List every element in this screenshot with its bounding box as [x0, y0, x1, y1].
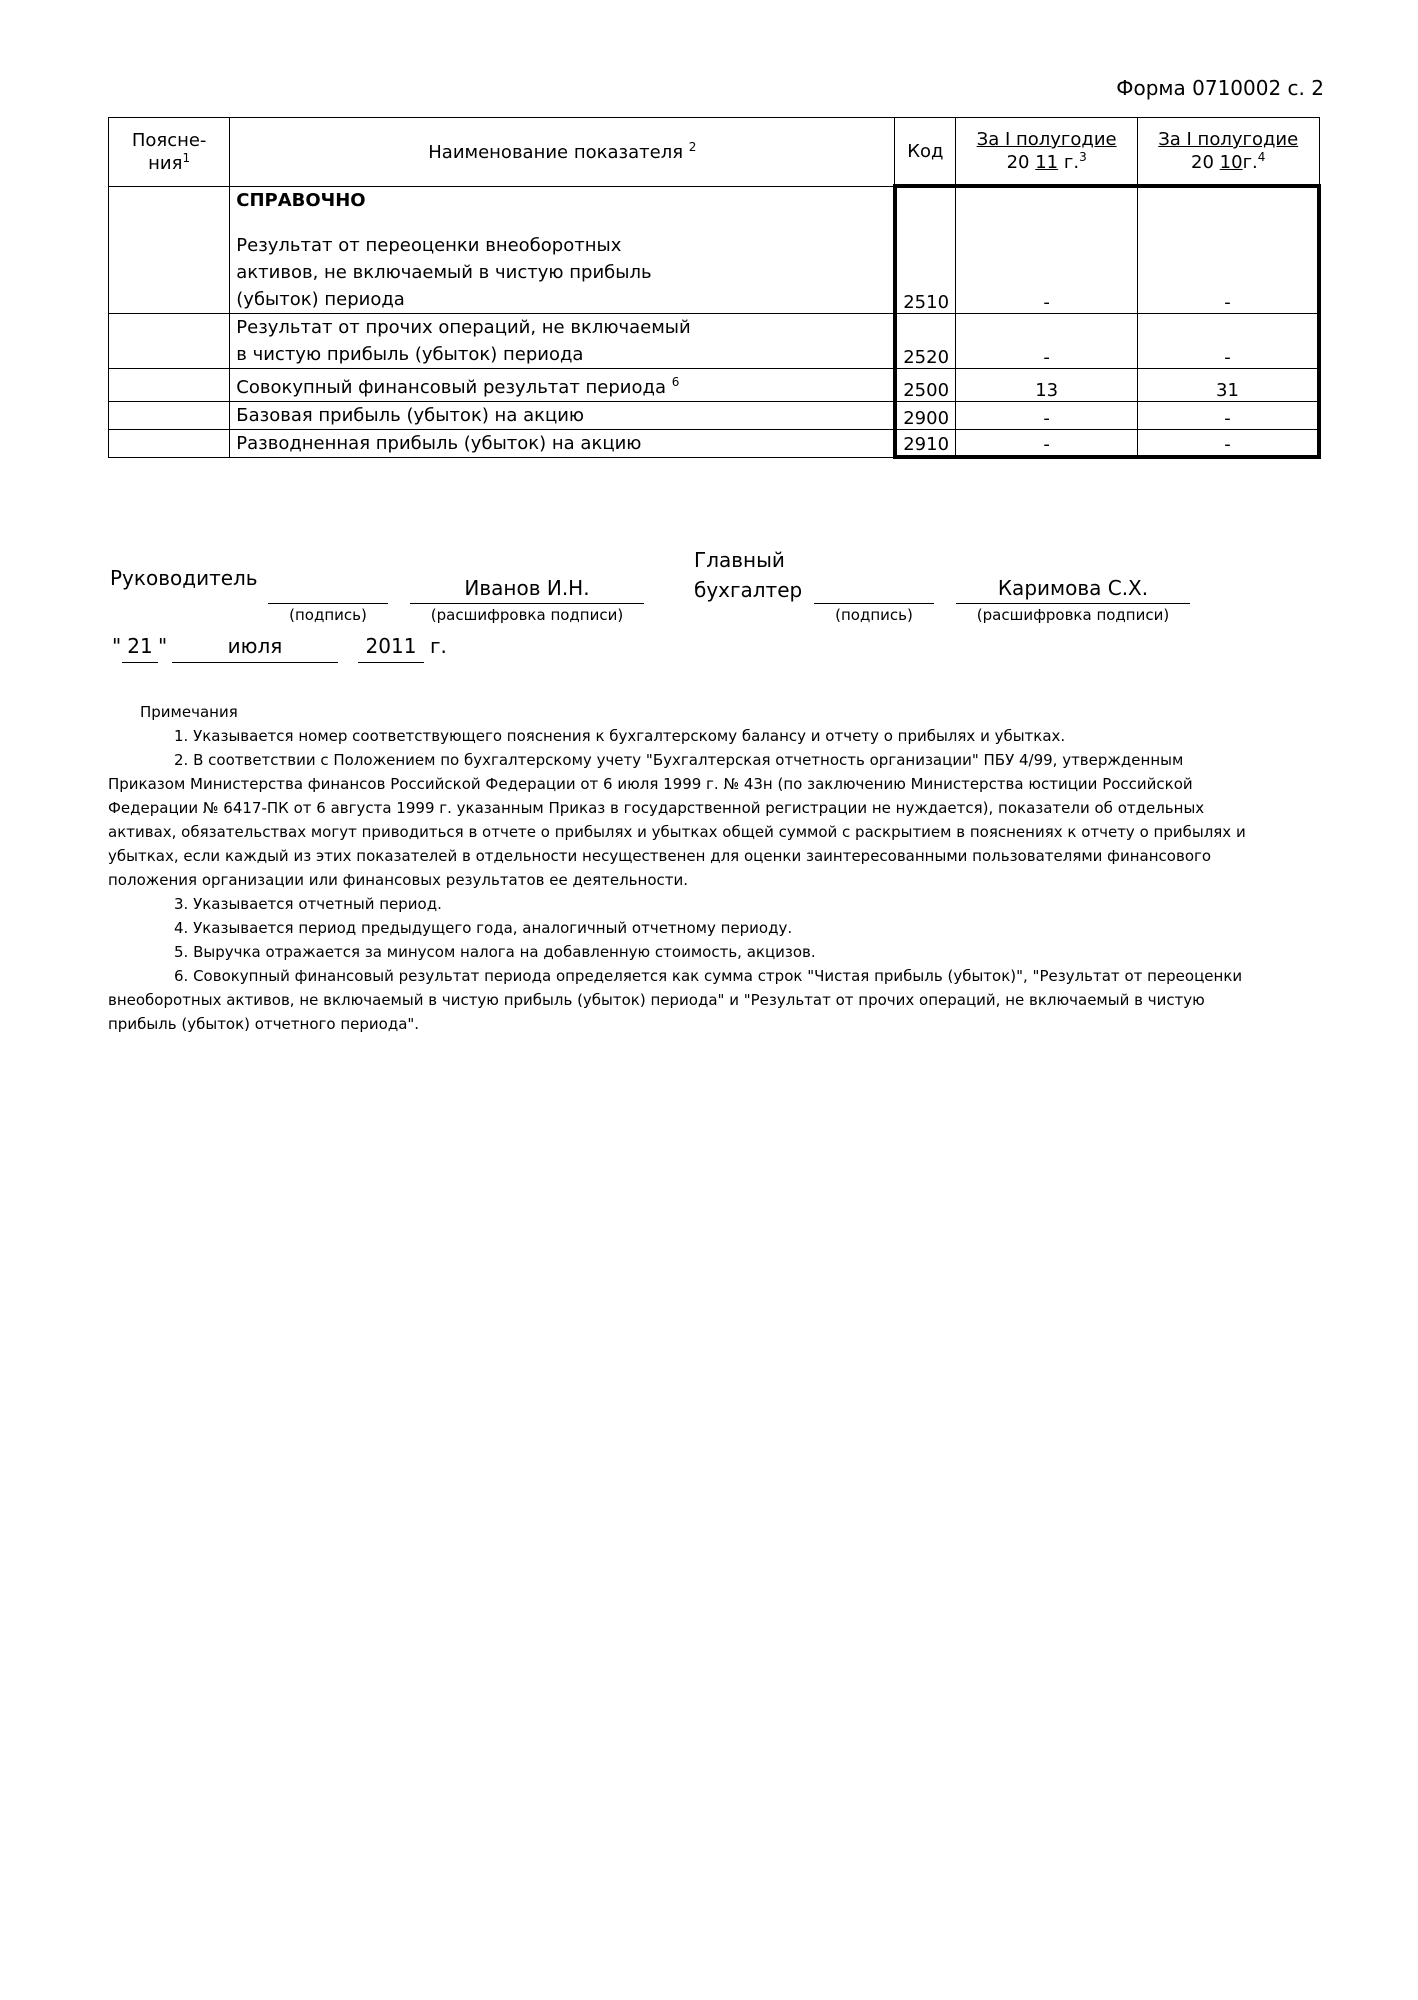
notes — [108, 700, 1258, 1036]
form-code: Форма 0710002 с. 2 — [1116, 76, 1324, 100]
row-value-current: - — [956, 429, 1138, 457]
head-signature-caption: (подпись) — [289, 606, 367, 624]
table-row — [109, 429, 1320, 457]
row-code: 2500 — [895, 368, 956, 401]
section-title: СПРАВОЧНО — [236, 189, 366, 211]
note-cell — [109, 401, 230, 429]
notes-title: Примечания — [140, 703, 238, 721]
accountant-label-line2: бухгалтер — [694, 578, 803, 602]
accountant-signature-caption: (подпись) — [835, 606, 913, 624]
header-row — [109, 118, 1320, 187]
head-name: Иванов И.Н. — [410, 576, 644, 604]
head-label: Руководитель — [110, 566, 258, 590]
note-item: 5. Выручка отражается за минусом налога на добавленную стоимость, акцизов. — [174, 943, 816, 961]
row-value-previous: - — [1137, 186, 1319, 313]
date-month: июля — [172, 634, 338, 663]
date-quote-close: " — [158, 634, 168, 658]
table-row — [109, 401, 1320, 429]
row-code: 2520 — [895, 313, 956, 368]
note-item: 1. Указывается номер соответствующего пояснения к бухгалтерскому балансу и отчету о прибылях и убытках. — [174, 727, 1066, 745]
row-code: 2910 — [895, 429, 956, 457]
note-item: 4. Указывается период предыдущего года, аналогичный отчетному периоду. — [174, 919, 793, 937]
row-value-previous: 31 — [1137, 368, 1319, 401]
row-name: Базовая прибыль (убыток) на акцию — [230, 401, 895, 429]
note-item: 6. Совокупный финансовый результат периода определяется как сумма строк "Чистая прибыль (убыток)", "Результат от переоценки внеоборотных активов, не включаемый в чистую прибыль (убыток) периода" и "Результат от прочих операций, не включаемый в чистую прибыль (убыток) отчетного периода". — [108, 967, 1243, 1033]
note-cell — [109, 313, 230, 368]
note-item: 2. В соответствии с Положением по бухгалтерскому учету "Бухгалтерская отчетность организации" ПБУ 4/99, утвержденным Приказом Министерства финансов Российской Федерации от 6 июля 1999 г. № 43н (по заключению Министерства юстиции Российской Федерации № 6417-ПК от 6 августа 1999 г. указанным Приказ в государственной регистрации не нуждается), показатели об отдельных активах, обязательствах могут приводиться в отчете о прибылях и убытках общей суммой с раскрытием в пояснениях к отчету о прибылях и убытках, если каждый из этих показателей в отдельности несущественен для оценки заинтересованными пользователями финансового положения организации или финансовых результатов ее деятельности. — [108, 751, 1246, 889]
date-quote-open: " — [112, 634, 122, 658]
row-value-previous: - — [1137, 401, 1319, 429]
note-cell — [109, 186, 230, 313]
row-value-previous: - — [1137, 429, 1319, 457]
row-name: Совокупный финансовый результат периода $^6$ — [230, 368, 895, 401]
date-day: 21 — [122, 634, 158, 663]
note-item: 3. Указывается отчетный период. — [174, 895, 442, 913]
table-row — [109, 368, 1320, 401]
header-period-previous: За I полугодие 20 10г.$^4$ — [1137, 118, 1319, 187]
table-row — [109, 313, 1320, 368]
header-note: Поясне-ния$^1$ — [109, 118, 230, 187]
head-decode-caption: (расшифровка подписи) — [430, 606, 624, 624]
row-value-current: - — [956, 401, 1138, 429]
accountant-label-line1: Главный — [694, 548, 785, 572]
accountant-signature-line — [814, 580, 934, 604]
row-value-current: - — [956, 186, 1138, 313]
report-table — [108, 117, 1321, 459]
row-code: 2510 — [895, 186, 956, 313]
head-signature-line — [268, 580, 388, 604]
row-code: 2900 — [895, 401, 956, 429]
row-name: СПРАВОЧНО Результат от переоценки внеоборотных активов, не включаемый в чистую прибыль (убыток) периода — [230, 186, 895, 313]
note-cell — [109, 429, 230, 457]
date-year: 2011 — [358, 634, 424, 663]
header-period-current: За I полугодие 20 11 г.$^3$ — [956, 118, 1138, 187]
accountant-name: Каримова С.Х. — [956, 576, 1190, 604]
date-suffix: г. — [430, 634, 447, 658]
accountant-decode-caption: (расшифровка подписи) — [976, 606, 1170, 624]
note-cell — [109, 368, 230, 401]
header-code: Код — [895, 118, 956, 187]
row-value-previous: - — [1137, 313, 1319, 368]
row-value-current: 13 — [956, 368, 1138, 401]
row-name: Разводненная прибыль (убыток) на акцию — [230, 429, 895, 457]
table-row — [109, 186, 1320, 313]
row-name: Результат от прочих операций, не включаемый в чистую прибыль (убыток) периода — [230, 313, 895, 368]
header-name: Наименование показателя $^2$ — [230, 118, 895, 187]
row-value-current: - — [956, 313, 1138, 368]
